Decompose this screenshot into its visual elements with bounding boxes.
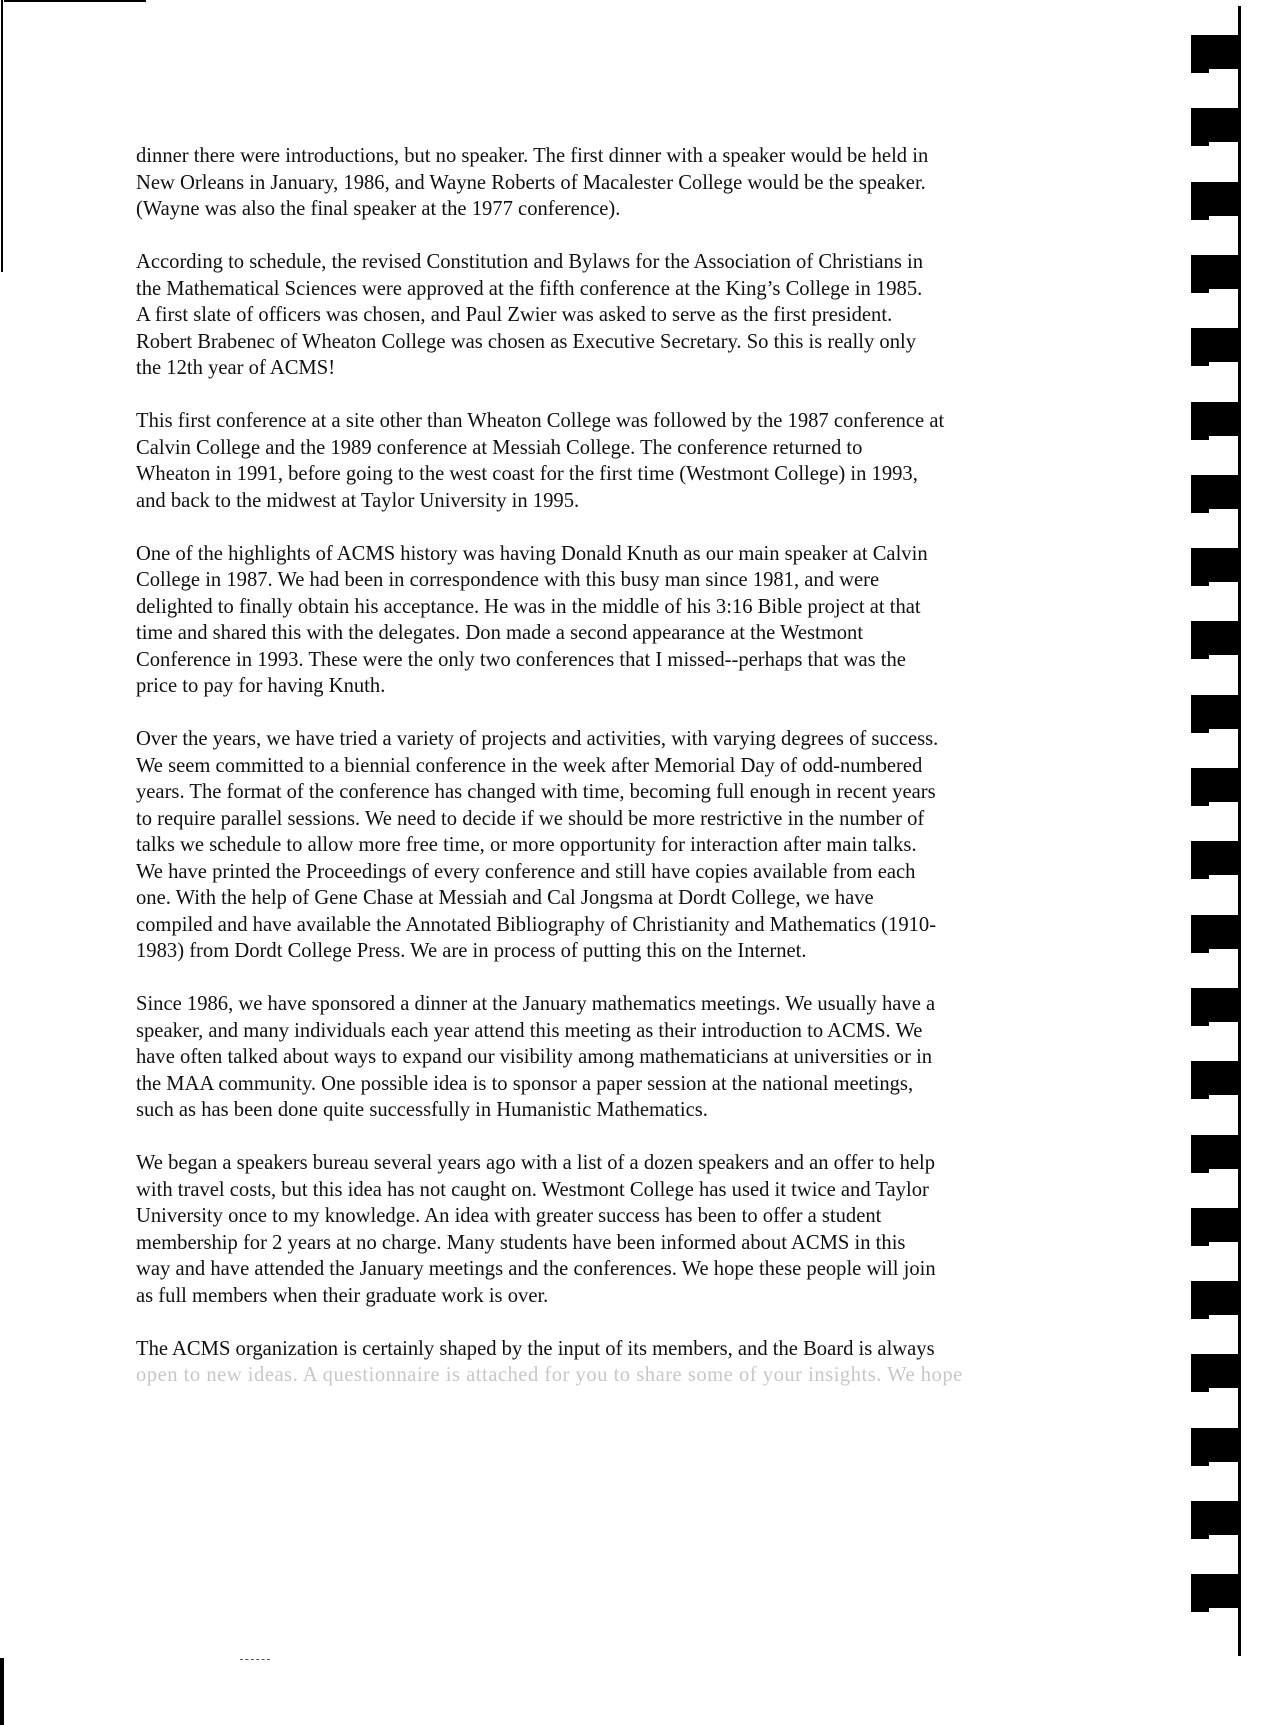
binding-hole [1191,1574,1239,1608]
text-line: the MAA community. One possible idea is to sponsor a paper session at the national meetings, [136,1072,914,1095]
binding-hole [1191,988,1239,1022]
binding-hole [1191,1501,1239,1535]
faded-text-line: open to new ideas. A questionnaire is attached for you to share some of your insights. We hope [136,1364,963,1386]
binding-hole [1191,915,1239,949]
paragraph-4 [136,541,1136,700]
text-line: Over the years, we have tried a variety of projects and activities, with varying degrees of success. [136,728,939,750]
paragraph-1 [136,143,1136,223]
text-line: This first conference at a site other than Wheaton College was followed by the 1987 conference at [136,410,945,432]
scan-edge-top [4,0,146,2]
binding-hole [1191,182,1239,216]
paragraph-2 [136,249,1136,382]
text-line: with travel costs, but this idea has not caught on. Westmont College has used it twice and Taylor [136,1178,929,1201]
text-line: time and shared this with the delegates. Don made a second appearance at the Westmont [136,622,864,644]
text-line: College in 1987. We had been in correspondence with this busy man since 1981, and were [136,569,880,591]
text-line: way and have attended the January meetings and the conferences. We hope these people will join [136,1258,936,1280]
binding-hole [1191,1354,1239,1388]
text-line: Calvin College and the 1989 conference at Messiah College. The conference returned to [136,436,863,459]
text-line: Conference in 1993. These were the only two conferences that I missed--perhaps that was the [136,648,906,671]
paragraph-7 [136,1150,1136,1309]
text-line: compiled and have available the Annotated Bibliography of Christianity and Mathematics (1910- [136,913,937,936]
text-line: have often talked about ways to expand our visibility among mathematicians at universities or in [136,1046,933,1068]
text-line: One of the highlights of ACMS history was having Donald Knuth as our main speaker at Calvin [136,542,928,565]
paragraph-5 [136,726,1136,965]
text-line: We began a speakers bureau several years ago with a list of a dozen speakers and an offer to help [136,1152,936,1174]
document-body [136,143,1136,1415]
binding-hole [1191,402,1239,436]
text-line: 1983) from Dordt College Press. We are in process of putting this on the Internet. [136,940,807,962]
binding-hole [1191,1281,1239,1315]
text-line: the 12th year of ACMS! [136,357,336,379]
text-line: price to pay for having Knuth. [136,675,386,697]
text-line: to require parallel sessions. We need to decide if we should be more restrictive in the number of [136,807,925,830]
text-line: dinner there were introductions, but no speaker. The first dinner with a speaker would be held in [136,145,929,167]
text-line: New Orleans in January, 1986, and Wayne Roberts of Macalester College would be the speaker. [136,171,926,194]
paragraph-6 [136,991,1136,1124]
text-line: University once to my knowledge. An idea with greater success has been to offer a student [136,1205,882,1227]
text-line: such as has been done quite successfully in Humanistic Mathematics. [136,1099,708,1121]
binding-hole [1191,768,1239,802]
binding-hole [1191,35,1239,69]
text-line: (Wayne was also the final speaker at the 1977 conference). [136,198,621,220]
text-line: talks we schedule to allow more free time, or more opportunity for interaction after main talks. [136,834,917,856]
text-line: membership for 2 years at no charge. Many students have been informed about ACMS in this [136,1231,906,1254]
text-line: According to schedule, the revised Constitution and Bylaws for the Association of Christians in [136,251,924,273]
text-line: We have printed the Proceedings of every conference and still have copies available from each [136,860,916,883]
text-line: as full members when their graduate work is over. [136,1284,549,1307]
binding-edge-line [1238,6,1241,1656]
text-line: and back to the midwest at Taylor University in 1995. [136,489,580,512]
binding-hole [1191,1135,1239,1169]
binding-hole [1191,621,1239,655]
text-line: Robert Brabenec of Wheaton College was chosen as Executive Secretary. So this is really only [136,330,917,353]
binding-hole [1191,548,1239,582]
binding-hole [1191,1208,1239,1242]
binding-hole [1191,475,1239,509]
text-line: delighted to finally obtain his acceptance. He was in the middle of his 3:16 Bible project at that [136,595,921,618]
binding-hole [1191,108,1239,142]
text-line: speaker, and many individuals each year attend this meeting as their introduction to ACMS. We [136,1019,923,1042]
text-line: years. The format of the conference has changed with time, becoming full enough in recent years [136,781,936,803]
text-line: The ACMS organization is certainly shaped by the input of its members, and the Board is always [136,1337,935,1360]
text-line: We seem committed to a biennial conference in the week after Memorial Day of odd-numbered [136,754,923,777]
scan-edge-left-bottom [0,1658,4,1725]
binding-hole [1191,255,1239,289]
scan-edge-left [1,0,3,272]
text-line: A first slate of officers was chosen, and Paul Zwier was asked to serve as the first president. [136,304,893,326]
binding-hole [1191,841,1239,875]
text-line: one. With the help of Gene Chase at Messiah and Cal Jongsma at Dordt College, we have [136,887,874,909]
text-line: Wheaton in 1991, before going to the west coast for the first time (Westmont College) in 1993, [136,463,918,485]
paragraph-8 [136,1336,1136,1389]
text-line: the Mathematical Sciences were approved at the fifth conference at the King’s College in 1985. [136,277,923,300]
binding-hole [1191,1061,1239,1095]
binding-hole [1191,328,1239,362]
binding-hole [1191,695,1239,729]
binding-hole [1191,1428,1239,1462]
text-line: Since 1986, we have sponsored a dinner at the January mathematics meetings. We usually have a [136,993,936,1015]
scan-speck [240,1659,270,1661]
paragraph-3 [136,408,1136,514]
